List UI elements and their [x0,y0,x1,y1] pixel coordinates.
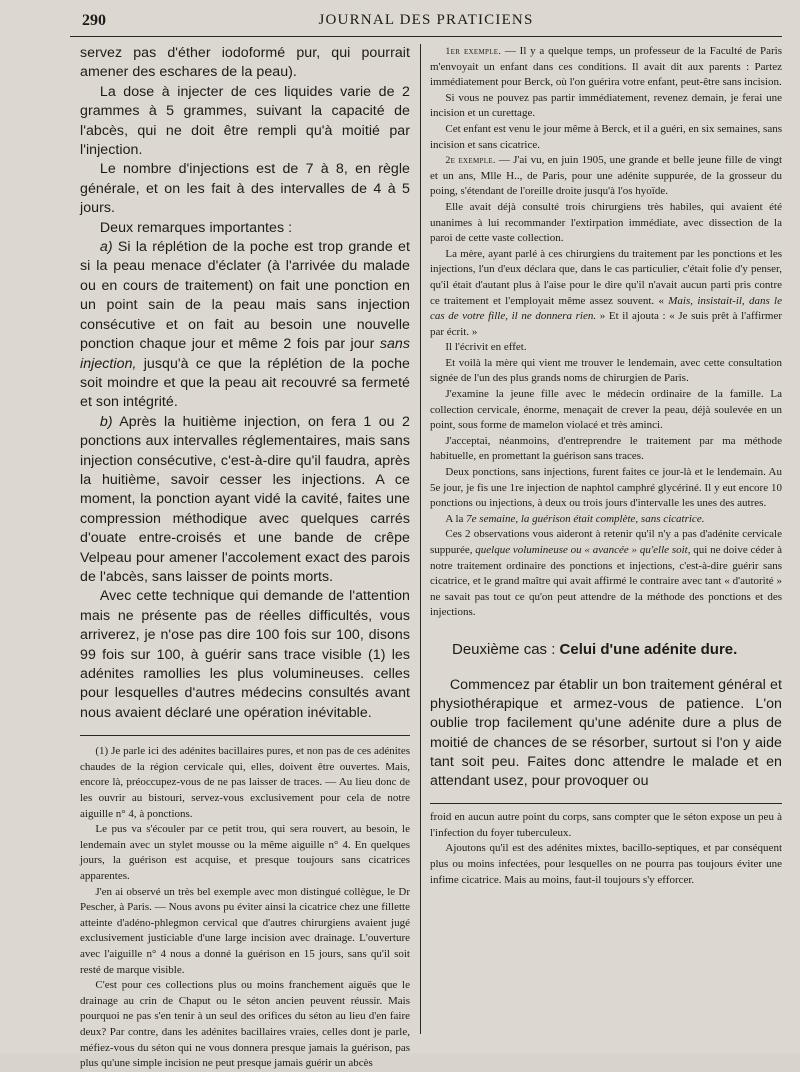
left-column [80,44,410,1072]
paragraph: Avec cette technique qui demande de l'attention mais ne présente pas de réelles difficultés, vous arriverez, je n'ose pas dire 100 fois sur 100, disons 99 fois sur 100, à guérir sans trace visible (1) les adénites ramollies les plus volumineuses. celles pour lesquelles d'autres médecins consultés avant nous avaient déclaré une opération inévitable. [80,588,410,721]
paragraph: servez pas d'éther iodoformé pur, qui pourrait amener des eschares de la peau). [80,45,410,81]
remark-marker: a) [99,239,113,256]
right-small-text [430,44,782,621]
footnote: C'est pour ces collections plus ou moins franchement aiguës que le drainage au crin de Chaput ou le séton ancien peuvent réussir. Mais pourquoi ne pas s'en tenir à un seul des orifices du séton au lieu d'en faire deux? Par contre, dans les adénites bacillaires vraies, celles dont je parle, méfiez-vous du séton qui ne vous donnera presque jamais la guérison, pas plus qu'une simple incision ne peut presque jamais guérir un abcès [80,979,410,1070]
footnote: Le pus va s'écouler par ce petit trou, qui sera rouvert, au besoin, le lendemain avec un stylet mousse ou la même aiguille n° 4. En quelques jours, la guérison est acquise, et presque toujours sans cicatrices apparentes. [80,823,410,882]
example-1: 1er exemple. — Il y a quelque temps, un professeur de la Faculté de Paris m'envoyait un enfant dans ces conditions. Il avait dit aux parents : Partez immédiatement pour Berck, où l'on guérira votre enfant, peut-être sans incision. [430,45,783,89]
right-column [430,44,782,888]
paragraph: J'acceptai, néanmoins, d'entreprendre le traitement par ma méthode habituelle, en promettant la guérison sans traces. [430,434,782,463]
page-number: 290 [82,12,106,29]
paragraph: A la 7e semaine, la guérison était complète, sans cicatrice. [445,512,705,525]
paragraph: Le nombre d'injections est de 7 à 8, en règle générale, et on les fait à des intervalles de 4 à 5 jours. [80,161,410,217]
example-label: 1er exemple. [445,46,502,57]
footnote-separator [80,735,410,736]
section-heading-main: Celui d'une adénite dure. [559,640,738,658]
footnote: Ajoutons qu'il est des adénites mixtes, bacillo-septiques, et par conséquent plus ou moins infectées, pour lesquelles on ne pourra pas toujours éviter une infime cicatrice. Mais au moins, faut-il toujours s'y efforcer. [430,842,782,886]
paragraph: Deux ponctions, sans injections, furent faites ce jour-là et le lendemain. Au 5e jour, je fis une 1re injection de naphtol camphré glycériné. Il y eut encore 10 ponctions ou injections, à deux ou trois jours d'intervalle les unes des autres. [430,466,782,510]
section-heading [452,641,782,658]
paragraph: Et voilà la mère qui vient me trouver le lendemain, avec cette consultation signée de l'un des plus grands noms de chirurgien de Paris. [430,356,782,385]
paragraph: J'examine la jeune fille avec le médecin ordinaire de la famille. La collection cervicale, énorme, menaçait de crever la peau, déjà soulevée en un point, sous forme de mamelon violacé et très aminci. [430,388,782,432]
paragraph: Elle avait déjà consulté trois chirurgiens très habiles, qui avaient été unanimes à lui recommander l'extirpation immédiate, avec dissection de la paroi de cette vaste collection. [430,200,782,245]
example-label: 2e exemple. [445,155,496,167]
remark-a: a) Si la réplétion de la poche est trop grande et si la peau menace d'éclater (à l'arrivée du malade ou en cours de traitement) on fait une ponction en un point sain de la peau mais sans injection consécutive et on fait au besoin une nouvelle ponction chaque jour et même 2 fois par jour sans injection, jusqu'à ce que la réplétion de la poche soit moindre et que la peau ait recouvré sa fermeté et son intégrité. [80,239,410,411]
running-header [70,10,782,37]
paragraph: Si vous ne pouvez pas partir immédiatement, revenez demain, je ferai une incision et un curettage. [430,91,782,120]
paragraph: Commencez par établir un bon traitement général et physiothérapique et armez-vous de patience. L'on oublie trop facilement qu'une adénite dure a plus de moitié de chances de se résorber, surtout si l'on y aide tant soit peu. Faites donc attendre le malade et en attendant usez, pour provoquer ou [430,676,782,789]
paragraph: La mère, ayant parlé à ces chirurgiens du traitement par les ponctions et les injections, l'un d'eux déclara que, dans le cas particulier, c'était folie d'y penser, qu'il était d'autant plus à l'aise pour le dire qu'il n'avait aucun parti pris contre ce traitement et l'employait même assez souvent. « Mais, insistait-il, dans le cas de votre fille, il ne donnera rien. » Et il ajouta : « Je suis prêt à l'affirmer par écrit. » [430,247,782,338]
footnote-continuation [430,810,782,888]
paragraph: Ces 2 observations vous aideront à retenir qu'il n'y a pas d'adénite cervicale suppurée, quelque volumineuse ou « avancée » qu'elle soit, qui ne doive céder à notre traitement ordinaire des ponctions et injections, c'est-à-dire guérir sans cicatrice, et le grand maître qui avait affirmé le contraire avec tant « d'autorité » ne savait pas tout ce qu'on peut attendre de la méthode des ponctions et des injections. [430,528,782,619]
journal-title: JOURNAL DES PRATICIENS [318,12,534,28]
footnotes [80,744,410,1071]
remark-b: b) Après la huitième injection, on fera 1 ou 2 ponctions aux intervalles réglementaires, mais sans injection consécutive, c'est-à-dire qu'il faudra, après la huitième, savoir cesser les injections. A ce moment, la ponction ayant vidé la cavité, faites une compression méthodique avec quelques carrés d'ouate entre-croisés et une bande de crêpe Velpeau pour amener l'accolement exact des parois de l'abcès, sans laisser de points morts. [80,413,410,585]
column-divider [420,44,421,1034]
footnote: froid en aucun autre point du corps, sans compter que le séton expose un peu à l'infection du foyer tuberculeux. [430,811,782,839]
right-main-text [430,676,782,791]
footnote: (1) Je parle ici des adénites bacillaires pures, et non pas de ces adénites chaudes de la région cervicale qui, elles, doivent être ouvertes. Mais, encore là, préoccupez-vous de ne pas laisser de traces. — Au lieu donc de les ouvrir au bistouri, servez-vous exclusivement pour cela de notre aiguille n° 4, à ponctions. [80,745,410,820]
paragraph: Cet enfant est venu le jour même à Berck, et il a guéri, en six semaines, sans incision et sans cicatrice. [430,122,782,151]
paragraph: La dose à injecter de ces liquides varie de 2 grammes à 5 grammes, suivant la capacité de l'abcès, qui ne doit être rempli qu'à moitié par l'injection. [80,83,410,159]
remark-marker: b) [99,413,113,430]
paragraph: Il l'écrivit en effet. [445,341,527,354]
section-heading-prefix: Deuxième cas : [452,640,556,658]
paragraph: Deux remarques importantes : [99,219,293,236]
left-main-text [80,44,410,723]
example-2: 2e exemple. — J'ai vu, en juin 1905, une grande et belle jeune fille de vingt et un ans, Mlle H.., de Paris, pour une adénite suppurée, de la grosseur du poing, s'étendant de l'oreille droite jusqu'à l'os hyoïde. [430,154,783,198]
footnote-separator [430,803,782,804]
footnote: J'en ai observé un très bel exemple avec mon distingué collègue, le Dr Pescher, à Paris. — Nous avons pu éviter ainsi la cicatrice chez une fillette atteinte d'adéno-phlegmon cervical que d'autres chirurgiens avaient jugé exclusivement justiciable d'une large incision avec drainage. L'ouverture avec l'aiguille n° 4 nous a donné la guérison en 15 jours, sans qu'il soit resté de marque visible. [80,885,410,976]
